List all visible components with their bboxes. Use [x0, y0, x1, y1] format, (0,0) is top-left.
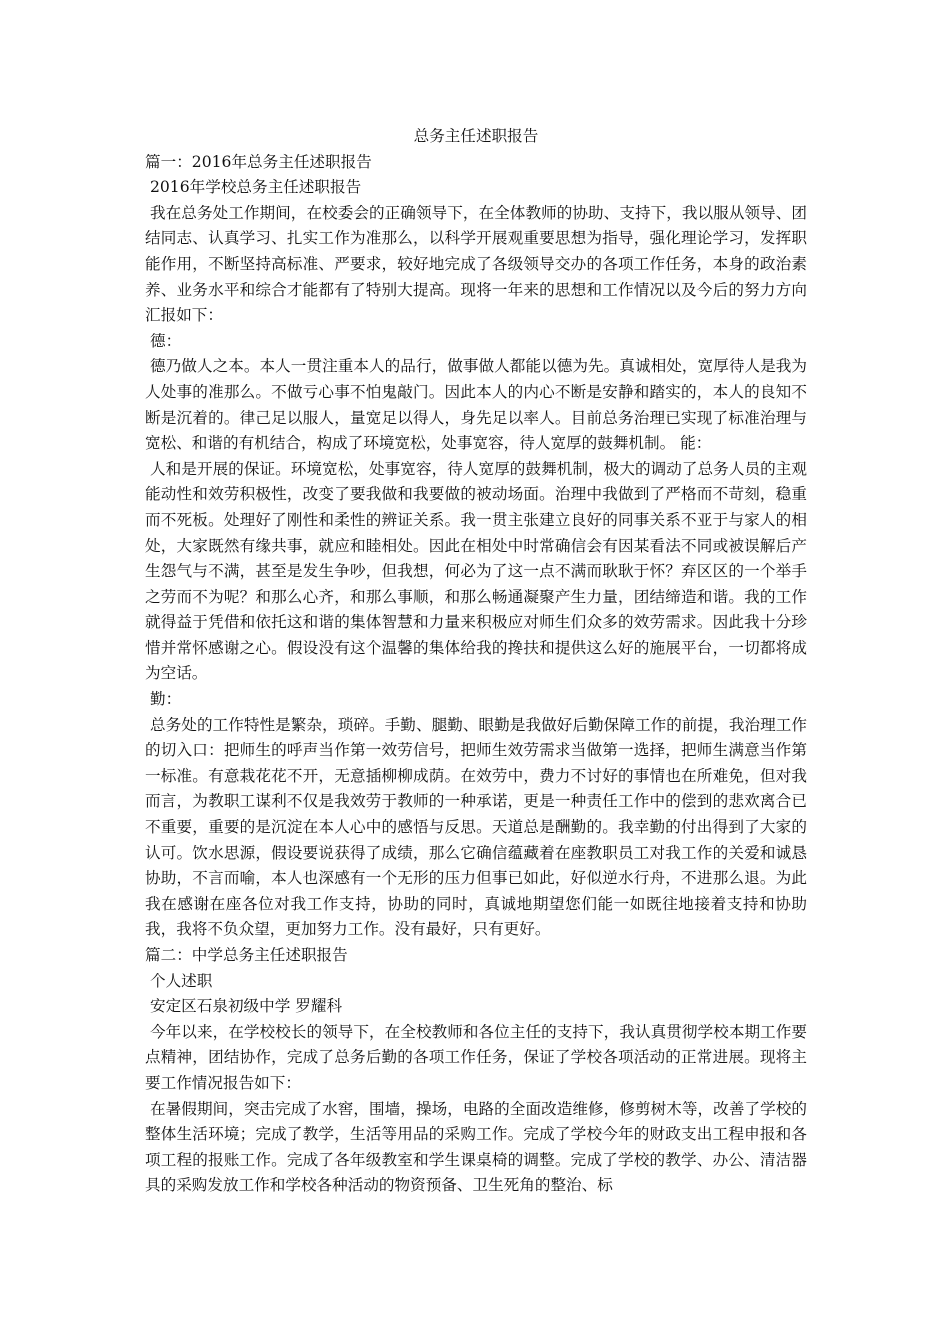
document-page — [145, 124, 807, 1199]
paragraph: 今年以来，在学校校长的领导下，在全校教师和各位主任的支持下，我认真贯彻学校本期工作要点精神，团结协作，完成了总务后勤的各项工作任务，保证了学校各项活动的正常进展。现将主要工作情况报告如下： — [145, 1022, 807, 1092]
section-heading: 篇二：中学总务主任述职报告 — [145, 946, 348, 964]
paragraph: 个人述职 — [145, 971, 213, 990]
paragraph: 在暑假期间，突击完成了水窖，围墙，操场，电路的全面改造维修，修剪树木等，改善了学校的整体生活环境；完成了教学，生活等用品的采购工作。完成了学校今年的财政支出工程申报和各项工程的报账工作。完成了各年级教室和学生课桌椅的调整。完成了学校的教学、办公、清洁器具的采购发放工作和学校各种活动的物资预备、卫生死角的整治、标 — [145, 1099, 807, 1195]
paragraph: 德乃做人之本。本人一贯注重本人的品行，做事做人都能以德为先。真诚相处，宽厚待人是我为人处事的准那么。不做亏心事不怕鬼敲门。因此本人的内心不断是安静和踏实的，本人的良知不断是沉着的。律己足以服人，量宽足以得人，身先足以率人。目前总务治理已实现了标准治理与宽松、和谐的有机结合，构成了环境宽松，处事宽容，待人宽厚的鼓舞机制。 能： — [145, 357, 807, 453]
paragraph: 2016年学校总务主任述职报告 — [145, 178, 362, 197]
document-body — [145, 150, 807, 1199]
section-heading: 篇一：2016年总务主任述职报告 — [145, 152, 372, 171]
paragraph: 总务处的工作特性是繁杂，琐碎。手勤、腿勤、眼勤是我做好后勤保障工作的前提，我治理工作的切入口：把师生的呼声当作第一效劳信号，把师生效劳需求当做第一选择，把师生满意当作第一标准。有意栽花花不开，无意插柳柳成荫。在效劳中，费力不讨好的事情也在所难免，但对我而言，为教职工谋利不仅是我效劳于教师的一种承诺，更是一种责任工作中的偿到的悲欢离合已不重要，重要的是沉淀在本人心中的感悟与反思。天道总是酬勤的。我幸勤的付出得到了大家的认可。饮水思源，假设要说获得了成绩，那么它确信蕴藏着在座教职员工对我工作的关爱和诚恳协助，不言而喻，本人也深感有一个无形的压力但事已如此，好似逆水行舟，不进那么退。为此我在感谢在座各位对我工作支持，协助的同时，真诚地期望您们能一如既往地接着支持和协助我，我将不负众望，更加努力工作。没有最好，只有更好。 — [145, 715, 807, 939]
paragraph: 德： — [145, 331, 182, 350]
paragraph: 我在总务处工作期间，在校委会的正确领导下，在全体教师的协助、支持下，我以服从领导、团结同志、认真学习、扎实工作为准那么，以科学开展观重要思想为指导，强化理论学习，发挥职能作用，不断坚持高标准、严要求，较好地完成了各级领导交办的各项工作任务，本身的政治素养、业务水平和综合才能都有了特别大提高。现将一年来的思想和工作情况以及今后的努力方向汇报如下： — [145, 203, 807, 325]
paragraph: 安定区石泉初级中学 罗耀科 — [145, 997, 343, 1016]
document-title: 总务主任述职报告 — [413, 127, 539, 145]
paragraph: 勤： — [145, 690, 182, 709]
paragraph: 人和是开展的保证。环境宽松，处事宽容，待人宽厚的鼓舞机制，极大的调动了总务人员的主观能动性和效劳积极性，改变了要我做和我要做的被动场面。治理中我做到了严格而不苛刻，稳重而不死板。处理好了刚性和柔性的辨证关系。我一贯主张建立良好的同事关系不亚于与家人的相处，大家既然有缘共事，就应和睦相处。因此在相处中时常确信会有因某看法不同或被误解后产生怨气与不满，甚至是发生争吵，但我想，何必为了这一点不满而耿耿于怀？弃区区的一个举手之劳而不为呢？和那么心齐，和那么事顺，和那么畅通凝聚产生力量，团结缔造和谐。我的工作就得益于凭借和依托这和谐的集体智慧和力量来积极应对师生们众多的效劳需求。因此我十分珍惜并常怀感谢之心。假设没有这个温馨的集体给我的搀扶和提供这么好的施展平台，一切都将成为空话。 — [145, 459, 807, 683]
